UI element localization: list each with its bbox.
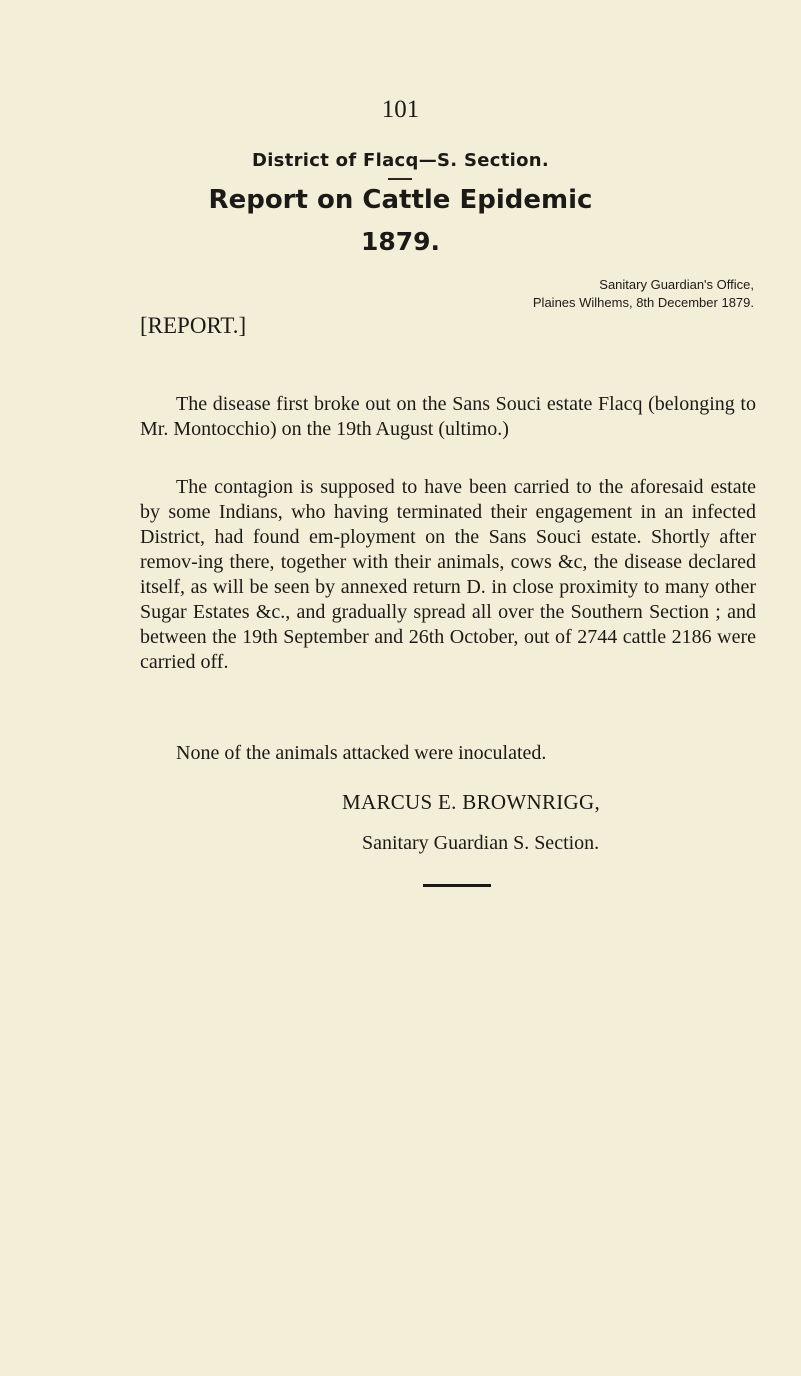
office-line-2: Plaines Wilhems, 8th December 1879. [532,295,754,310]
signature-name: MARCUS E. BROWNRIGG, [342,790,601,814]
paragraph-outbreak: The disease first broke out on the Sans Souci estate Flacq (belonging to Mr. Montocchio) on the 19th August (ultimo.) [140,393,756,440]
office-dateline [426,276,754,312]
short-rule-divider [388,178,412,180]
paragraph-inoculation: None of the animals attacked were inoculated. [176,742,547,764]
office-line-1: Sanitary Guardian's Office, [599,277,754,292]
district-heading: District of Flacq—S. Section. [251,150,550,171]
report-tag: [REPORT.] [140,313,247,338]
page-number: 101 [381,96,420,123]
closing-rule-divider [423,884,491,887]
report-year: 1879. [360,227,441,256]
report-title: Report on Cattle Epidemic [208,185,593,215]
signature-title: Sanitary Guardian S. Section. [362,832,600,854]
paragraph-contagion: The contagion is supposed to have been carried to the aforesaid estate by some Indians, who having terminated their engagement in an infected District, had found em-ployment on the Sans Souci estate. Shortly after remov-ing there, together with their animals, cows &c, the disease declared itself, as will be seen by annexed return D. in close proximity to many other Sugar Estates &c., and gradually spread all over the Southern Section ; and between the 19th September and 26th October, out of 2744 cattle 2186 were carried off. [140,476,756,673]
